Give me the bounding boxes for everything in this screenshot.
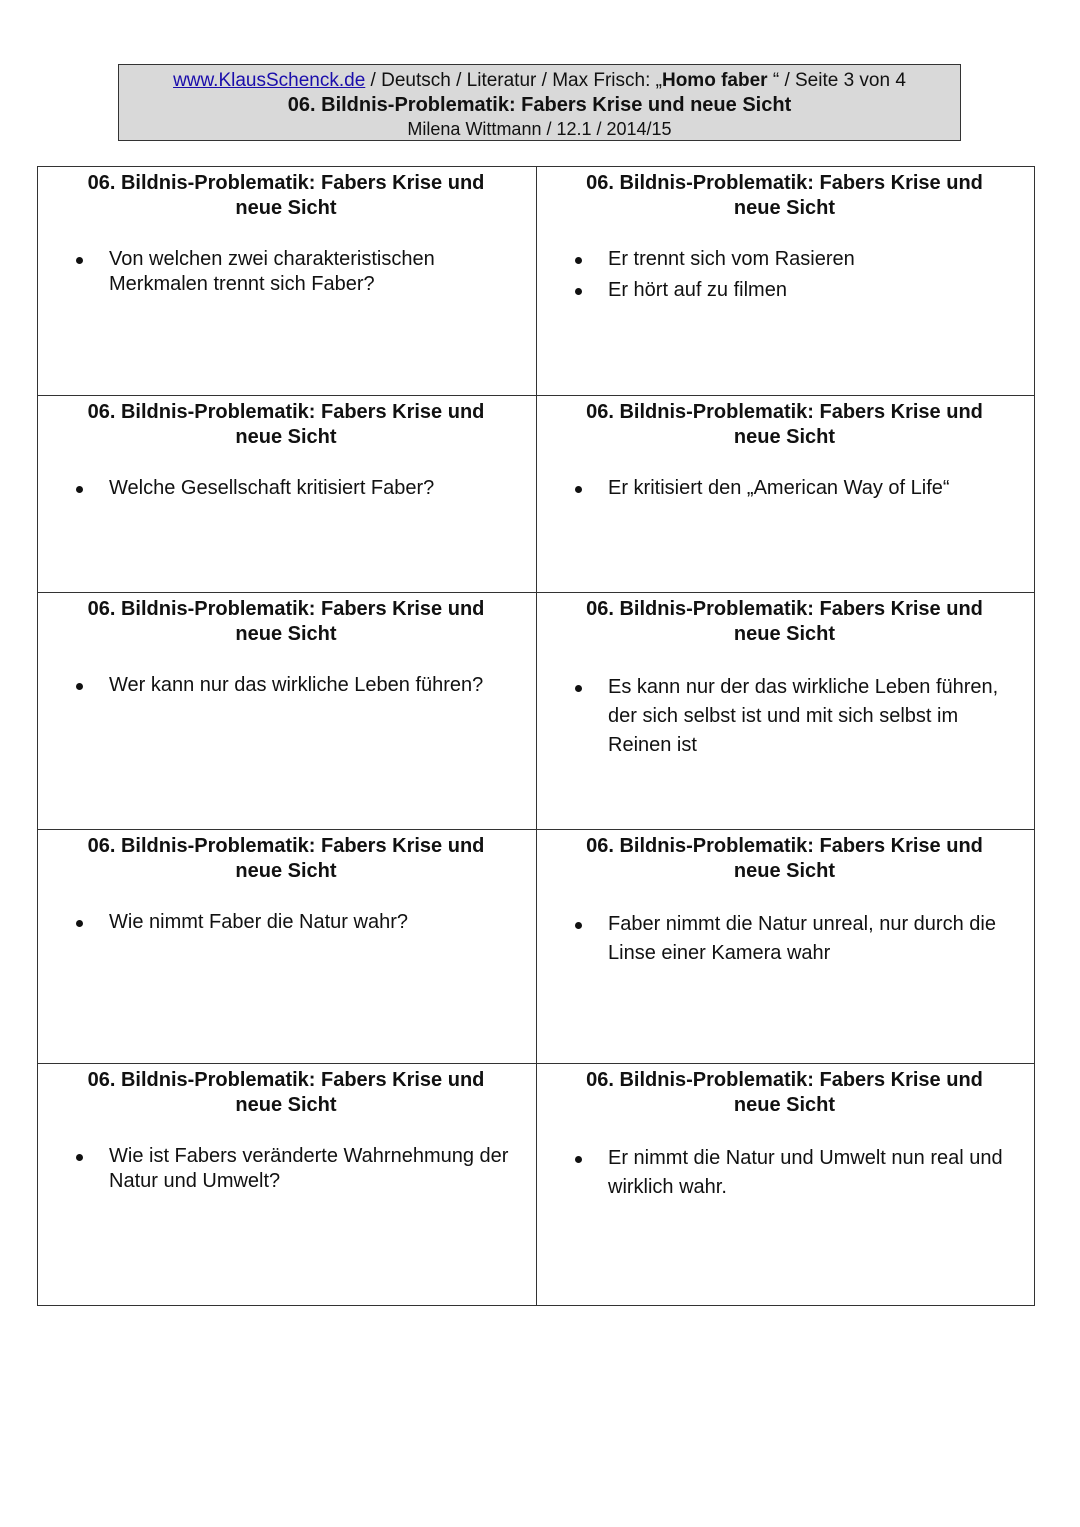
card-title: 06. Bildnis-Problematik: Fabers Krise und neue Sicht bbox=[586, 172, 983, 219]
page-info: “ / Seite 3 von 4 bbox=[767, 70, 906, 91]
question-list bbox=[68, 673, 522, 698]
question-item: Wie nimmt Faber die Natur wahr? bbox=[68, 910, 522, 935]
card-row bbox=[38, 829, 1034, 1063]
document-title: 06. Bildnis-Problematik: Fabers Krise und neue Sicht bbox=[287, 94, 792, 116]
card-title: 06. Bildnis-Problematik: Fabers Krise und neue Sicht bbox=[87, 1069, 485, 1116]
card-title: 06. Bildnis-Problematik: Fabers Krise und neue Sicht bbox=[87, 172, 485, 219]
answer-list bbox=[567, 910, 1020, 968]
header-path: / Deutsch / Literatur / Max Frisch: „ bbox=[365, 70, 662, 91]
answer-list bbox=[567, 247, 1020, 303]
card-title: 06. Bildnis-Problematik: Fabers Krise und neue Sicht bbox=[87, 835, 485, 882]
answer-list bbox=[567, 476, 1020, 501]
question-list bbox=[68, 910, 522, 935]
card-title: 06. Bildnis-Problematik: Fabers Krise und neue Sicht bbox=[87, 401, 485, 448]
answer-list bbox=[567, 1144, 1020, 1202]
answer-item: Er hört auf zu filmen bbox=[567, 278, 1020, 303]
question-card bbox=[38, 167, 536, 395]
question-list bbox=[68, 476, 522, 501]
question-card bbox=[38, 396, 536, 592]
answer-card bbox=[536, 1064, 1034, 1305]
card-title: 06. Bildnis-Problematik: Fabers Krise und neue Sicht bbox=[586, 1069, 983, 1116]
card-title: 06. Bildnis-Problematik: Fabers Krise und neue Sicht bbox=[586, 598, 983, 645]
answer-item: Faber nimmt die Natur unreal, nur durch die Linse einer Kamera wahr bbox=[567, 910, 1020, 968]
answer-card bbox=[536, 167, 1034, 395]
answer-item: Es kann nur der das wirkliche Leben führen, der sich selbst ist und mit sich selbst im Reinen ist bbox=[567, 673, 1020, 760]
question-item: Welche Gesellschaft kritisiert Faber? bbox=[68, 476, 522, 501]
answer-card bbox=[536, 593, 1034, 829]
answer-card bbox=[536, 396, 1034, 592]
answer-item: Er kritisiert den „American Way of Life“ bbox=[567, 476, 1020, 501]
card-row bbox=[38, 1063, 1034, 1305]
question-card bbox=[38, 593, 536, 829]
card-title: 06. Bildnis-Problematik: Fabers Krise und neue Sicht bbox=[586, 835, 983, 882]
question-item: Von welchen zwei charakteristischen Merkmalen trennt sich Faber? bbox=[68, 247, 522, 297]
document-header bbox=[118, 64, 961, 141]
answer-list bbox=[567, 673, 1020, 760]
question-list bbox=[68, 247, 522, 297]
question-card bbox=[38, 1064, 536, 1305]
flashcard-grid bbox=[37, 166, 1035, 1306]
author-line: Milena Wittmann / 12.1 / 2014/15 bbox=[407, 119, 672, 139]
answer-card bbox=[536, 830, 1034, 1063]
book-title: Homo faber bbox=[661, 70, 768, 91]
question-card bbox=[38, 830, 536, 1063]
question-item: Wie ist Fabers veränderte Wahrnehmung der Natur und Umwelt? bbox=[68, 1144, 522, 1194]
card-row bbox=[38, 592, 1034, 829]
card-title: 06. Bildnis-Problematik: Fabers Krise und neue Sicht bbox=[586, 401, 983, 448]
answer-item: Er nimmt die Natur und Umwelt nun real und wirklich wahr. bbox=[567, 1144, 1020, 1202]
site-link[interactable]: www.KlausSchenck.de bbox=[173, 70, 366, 91]
question-list bbox=[68, 1144, 522, 1194]
card-title: 06. Bildnis-Problematik: Fabers Krise und neue Sicht bbox=[87, 598, 485, 645]
card-row bbox=[38, 395, 1034, 592]
header-breadcrumb bbox=[119, 69, 960, 93]
answer-item: Er trennt sich vom Rasieren bbox=[567, 247, 1020, 272]
card-row bbox=[38, 167, 1034, 395]
question-item: Wer kann nur das wirkliche Leben führen? bbox=[68, 673, 522, 698]
